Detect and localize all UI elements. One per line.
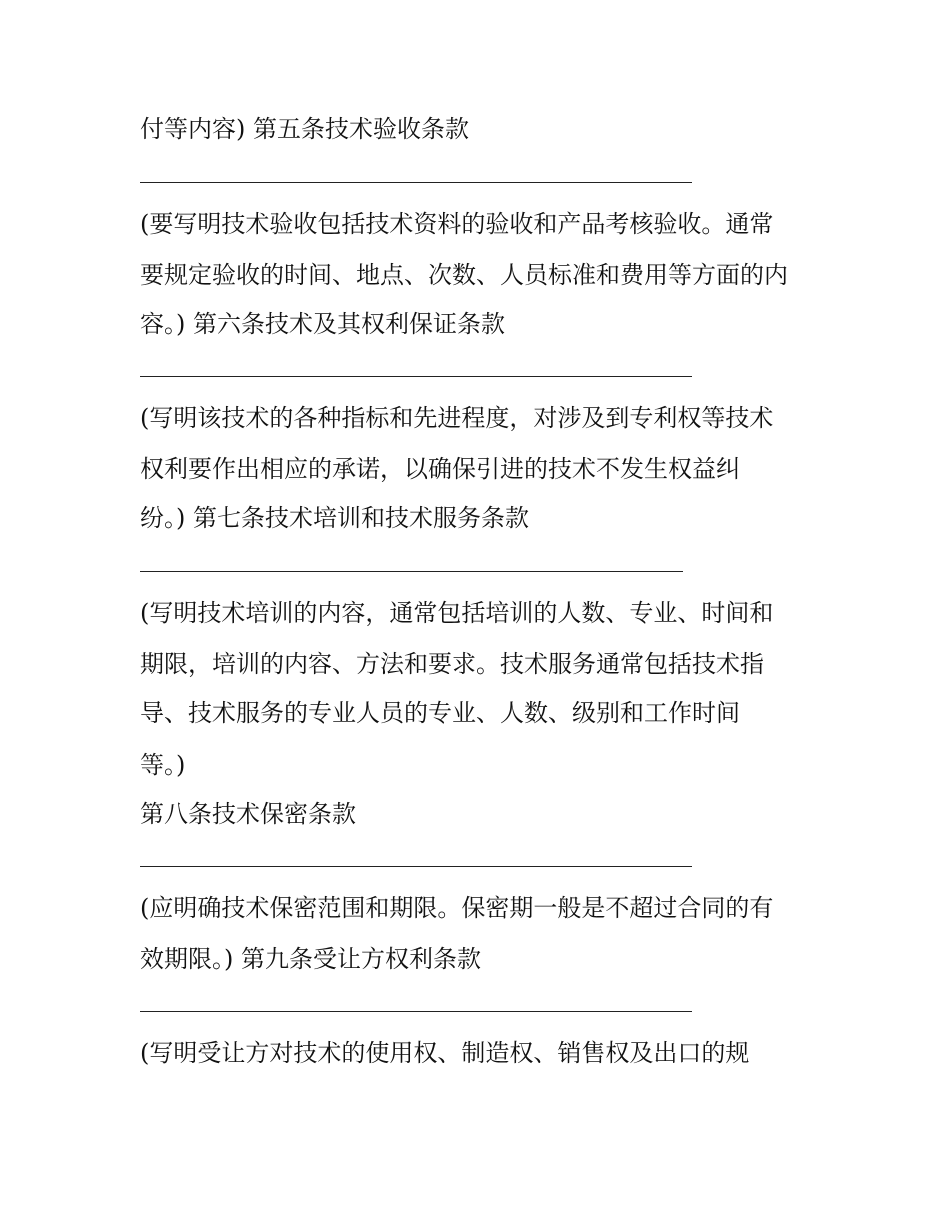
blank-fill-line <box>140 376 692 377</box>
text-line: (写明该技术的各种指标和先进程度，对涉及到专利权等技术 <box>140 404 774 432</box>
blank-fill-line <box>140 866 692 867</box>
text-line: 要规定验收的时间、地点、次数、人员标准和费用等方面的内 <box>140 261 788 289</box>
blank-fill-line <box>140 571 683 572</box>
text-line: 期限，培训的内容、方法和要求。技术服务通常包括技术指 <box>140 650 764 678</box>
blank-fill-line <box>140 1011 692 1012</box>
text-line: (写明技术培训的内容，通常包括培训的人数、专业、时间和 <box>140 599 774 627</box>
blank-fill-line <box>140 182 692 183</box>
text-line: 导、技术服务的专业人员的专业、人数、级别和工作时间 <box>140 699 740 727</box>
text-line: 权利要作出相应的承诺，以确保引进的技术不发生权益纠 <box>140 455 740 483</box>
text-line-clause-5: 付等内容) 第五条技术验收条款 <box>140 115 469 143</box>
text-line-clause-6: 容。) 第六条技术及其权利保证条款 <box>140 310 505 338</box>
text-line: (应明确技术保密范围和期限。保密期一般是不超过合同的有 <box>140 894 774 922</box>
text-line: (要写明技术验收包括技术资料的验收和产品考核验收。通常 <box>140 210 774 238</box>
text-line-clause-8: 第八条技术保密条款 <box>140 800 356 828</box>
text-line-clause-7: 纷。) 第七条技术培训和技术服务条款 <box>140 504 529 532</box>
text-line: 等。) <box>140 751 186 779</box>
text-line-clause-9: 效期限。) 第九条受让方权利条款 <box>140 945 481 973</box>
text-line: (写明受让方对技术的使用权、制造权、销售权及出口的规 <box>140 1039 750 1067</box>
